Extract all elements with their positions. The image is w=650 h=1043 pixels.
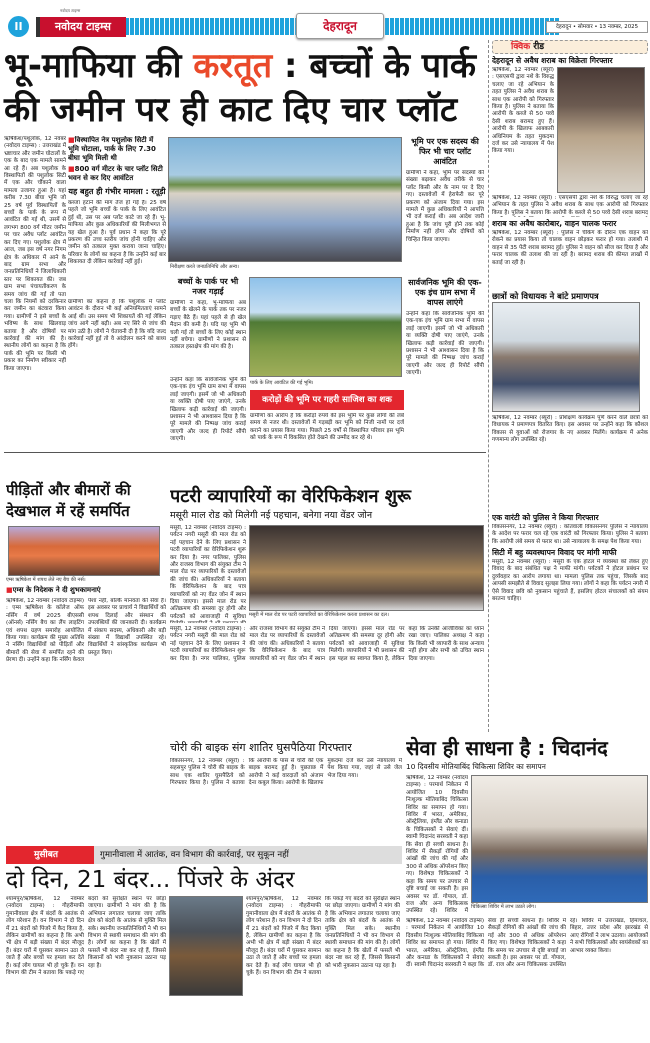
lead-column-b [68,136,166,448]
vendors-subhead: मसूरी माल रोड को मिलेगी नई पहचान, बनेगा नया वेंडर जोन [170,510,373,521]
lead-headline-line2: की जमीन पर ही काट दिए चार प्लॉट [4,90,458,130]
quick-read-rest: रीड [530,42,545,52]
sidebar-headline: छात्रों को विधायक ने बांटे प्रमाणपत्र [492,291,599,301]
sidebar-headline: सिटी में बहु व्यवस्थापन विवाद पर मांगी माफी [492,548,617,557]
sidebar-photo-arrest [557,67,645,193]
lead-subhead-public-land: सार्वजनिक भूमि की एक-एक इंच ग्राम सभा में वापस लाएंगे [408,278,482,307]
date-line: देहरादून • सोमवार • 13 नवम्बर, 2025 [546,21,648,33]
care-photo-caption: एम्स ऋषिकेश में शपथ लेते नए बैच की नर्स। [6,577,86,583]
monkeys-story [6,846,402,1042]
care-pull-quote: ■एम्स के निदेशक ने दी शुभकामनाएं [6,586,101,594]
care-body: ऋषिकेश, 12 नवम्बर (नवोदय टाइम्स) : एम्स ऋषिकेश के कॉलेज ऑफ नर्सिंग में वर्ष 2025 बीएससी (ऑनर्स) नर्सिंग बैच का लैंप लाइटिंग एवं शपथ ग्रहण समारोह आयोजित किया गया। कार्यक्रम की मुख्य अतिथि ने नर्सिंग विद्यार्थियों को पीड़ितों और बीमारों की सेवा में समर्पित रहने की प्रेरणा दी। उन्होंने कहा कि नर्सिंग केवल पेशा नहीं, बल्कि मानवता की सेवा है। इस अवसर पर प्राचार्य ने विद्यार्थियों को शपथ दिलाई और संस्थान की उपलब्धियों की जानकारी दी। कार्यक्रम में संकाय सदस्य, अधिकारी और बड़ी संख्या में विद्यार्थी उपस्थित रहे। विद्यार्थियों ने सांस्कृतिक कार्यक्रम भी प्रस्तुत किए। [6,598,166,664]
sidebar-headline: एक वारंटी को पुलिस ने किया गिरफ्तार [492,513,599,522]
lead-headline-part1: भू-माफिया की [4,46,194,86]
theft-story [170,738,402,842]
lead-body-col2b: ग्रामीणों का कहना है कि पशुलोक में प्लॉट आवंटन के दौरान भी कई अनियमितताएं सामने आई थीं। उस समय भी शिकायतें की गईं लेकिन जांच आगे नहीं बढ़ी। अब नए सिरे से जांच की मांग उठी है। लोगों ने चेतावनी दी है कि यदि जल्द कार्रवाई नहीं हुई तो वे आंदोलन करने को बाध्य होंगे। [68,299,166,350]
seva-photo-camp [471,775,648,903]
lead-photo2-caption: पार्क के लिए आवंटित की गई भूमि। [250,380,314,386]
city-tab: देहरादून [296,13,384,39]
sidebar-body: ऋषिकेश, 12 नवम्बर (ब्यूरो) : पुलिस ने चेकिंग के दौरान एक वाहन को रोकने का प्रयास किया तो चालक वाहन छोड़कर फरार हो गया। तलाशी में वाहन से 35 पेटी शराब बरामद हुई। पुलिस ने वाहन को सीज कर दिया है और फरार चालक की तलाश की जा रही है। बरामद शराब की कीमत लाखों में बताई जा रही है। [492,230,648,266]
lead-body-col1: ऋषिकेश/पशुलोक, 12 नवंबर (नवोदय टाइम्स) : उत्तराखंड में भ्रष्टाचार और जमीन घोटालों के एक के बाद एक मामले सामने आ रहे हैं। अब पशुलोक के विस्थापितों की पशुलोक सिटी में एक और चौंकाने वाला मामला उजागर हुआ है। यहां करीब 7.30 बीघा भूमि जो 25 वर्ष पूर्व विस्थापितों के बच्चों के पार्क के रूप में आवंटित की गई थी, उसमें से लगभग 800 वर्ग मीटर जमीन पर चार अवैध प्लॉट आवंटित कर दिए गए। पशुलोक क्षेत्र में आज, जब इस वर्ष नगर निगम क्षेत्र के अधिकार में आने के बाद ग्राम सभा और जनप्रतिनिधियों ने जिलाधिकारी स्तर पर शिकायत की। जब ग्राम सभा पंचायतीकरण के समय जांच की गई तो पता चला कि नियमों को दरकिनार कर जमीन का बंटवारा किया गया। ग्रामीणों ने इसे बच्चों के भविष्य के साथ खिलवाड़ बताया है और दोषियों पर कार्रवाई की मांग की है। स्थानीय लोगों का कहना है कि पार्क की भूमि पर किसी भी प्रकार का निर्माण स्वीकार नहीं किया जाएगा। [4,136,66,372]
lead-bullet: ■800 वर्ग मीटर के चार प्लॉट सिटी भवन से कर दिए आवंटित [68,165,163,182]
lead-body-col5: उन्होंने कहा कि सार्वजनिक भूमि की एक-एक इंच भूमि ग्राम सभा में वापस लाई जाएगी। इसमें जो भी अधिकारी या व्यक्ति दोषी पाए जाएंगे, उनके खिलाफ कड़ी कार्रवाई की जाएगी। प्रशासन ने भी आश्वासन दिया है कि पूरे मामले की निष्पक्ष जांच कराई जाएगी और जल्द ही रिपोर्ट सौंपी जाएगी। [406,311,484,377]
monkeys-kicker-band [6,846,402,864]
monkeys-kicker: मुसीबत [6,846,94,864]
seva-story [406,734,648,1042]
lead-photo-park-land [249,277,402,377]
monkeys-kicker-line: गुमानीवाला में आतंक, वन विभाग की कार्रवाई, पर सुकून नहीं [100,850,289,860]
sidebar-item-row [492,67,648,193]
seva-headline: सेवा ही साधना है : चिदानंद [406,736,608,760]
care-headline-line1: पीड़ितों और बीमारों की [6,481,131,499]
lead-column-d [406,136,484,448]
sidebar-border [488,40,489,732]
vendors-photo-block [249,525,484,623]
care-headline-line2: देखभाल में रहें समर्पित [6,502,130,520]
vendors-headline: पटरी व्यापारियों का वेरिफिकेशन शुरू [170,486,411,507]
quick-read-sidebar [492,40,648,732]
small-brand: नवोदय टाइम्स [60,8,81,13]
care-photo-nurses [8,526,160,576]
seva-body: ऋषिकेश, 12 नवम्बर (नवोदय टाइम्स) : परमार्थ निकेतन में आयोजित 10 दिवसीय निःशुल्क मोतियाबिंद चिकित्सा शिविर का समापन हो गया। शिविर में भारत, अमेरिका, ऑस्ट्रेलिया, इंग्लैंड और कनाडा के चिकित्सकों ने सेवाएं दीं। स्वामी चिदानंद सरस्वती ने कहा कि सेवा ही सच्ची साधना है। शिविर में सैकड़ों रोगियों की आंखों की जांच की गई और 300 से अधिक ऑपरेशन किए गए। विशेषज्ञ चिकित्सकों ने कहा कि समय पर उपचार से दृष्टि बचाई जा सकती है। इस अवसर पर डॉ. गोपाल, डॉ. राज और अन्य चिकित्सक उपस्थित रहे। शिविर में उत्तराखंड, हिमाचल, बिहार, उत्तर प्रदेश और झारखंड से आए रोगियों ने लाभ उठाया। आयोजकों ने सभी चिकित्सकों और स्वयंसेवकों का आभार व्यक्त किया। [406,918,648,969]
lead-bullet: ■विस्थापित नेत्र पशुलोक सिटी में भूमि घोटाला, पार्क के लिए 7.30 बीघा भूमि मिली थी [68,136,156,162]
logo: नवोदय टाइम्स [36,17,126,37]
red-box-body: ग्रामीणों का आरोप है कि करोड़ों रुपये की इस भूमि पर कुछ लोगों की लंबे समय से नजर थी। दस्तावेजों में गड़बड़ी कर भूमि को निजी नामों पर दर्ज कराने का प्रयास किया गया। पिछले 25 वर्षों से विस्थापित परिवार इस भूमि को पार्क के रूप में विकसित होते देखने की उम्मीद कर रहे थे। [250,413,404,442]
lead-body-col2: कब्जा हटाने की मांग तेज हो गई है। 25 वर्ष पहले जो भूमि बच्चों के पार्क के लिए आवंटित हुई थी, उस पर अब प्लॉट काटे जा रहे हैं। भू-माफिया और कुछ अधिकारियों की मिलीभगत से यह खेल हुआ है। पूर्व प्रधान ने कहा कि पूरे प्रकरण की उच्च स्तरीय जांच होनी चाहिए और जमीन को तत्काल मुक्त कराया जाना चाहिए। परिवार के लोगों का कहना है कि उन्होंने कई बार शिकायत दी लेकिन कार्रवाई नहीं हुई। [68,200,166,266]
seva-media-row [406,775,648,915]
monkeys-row [6,896,402,1042]
sidebar-body: मसूरी, 12 नवम्बर (ब्यूरो) : मसूरी के एक होटल में व्यवस्था को लेकर हुए विवाद के बाद संबंधित पक्ष ने माफी मांगी। पर्यटकों ने होटल प्रबंधन पर दुर्व्यवहार का आरोप लगाया था। मामला पुलिस तक पहुंचा, जिसके बाद आपसी समझौते से विवाद सुलझा लिया गया। लोगों ने कहा कि पर्यटन नगरी में ऐसे विवाद छवि को नुकसान पहुंचाते हैं, इसलिए होटल संचालकों को संयम बरतना चाहिए। [492,559,648,603]
seva-body-col1: ऋषिकेश, 12 नवम्बर (नवोदय टाइम्स) : परमार्थ निकेतन में आयोजित 10 दिवसीय निःशुल्क मोतियाबिंद चिकित्सा शिविर का समापन हो गया। शिविर में भारत, अमेरिका, ऑस्ट्रेलिया, इंग्लैंड और कनाडा के चिकित्सकों ने सेवाएं दीं। स्वामी चिदानंद सरस्वती ने कहा कि सेवा ही सच्ची साधना है। शिविर में सैकड़ों रोगियों की आंखों की जांच की गई और 300 से अधिक ऑपरेशन किए गए। विशेषज्ञ चिकित्सकों ने कहा कि समय पर उपचार से दृष्टि बचाई जा सकती है। इस अवसर पर डॉ. गोपाल, डॉ. राज और अन्य चिकित्सक उपस्थित रहे। शिविर में [406,775,468,915]
sidebar-body: ऋषिकेश, 12 नवम्बर (ब्यूरो) : प्रशिक्षण कार्यक्रम पूर्ण करने वाले छात्रों को विधायक ने प्रमाणपत्र वितरित किए। इस अवसर पर उन्होंने कहा कि कौशल विकास से युवाओं को रोजगार के नए अवसर मिलेंगे। कार्यक्रम में अनेक गणमान्य लोग उपस्थित रहे। [492,415,648,444]
lead-headline-highlight: करतूत [193,46,273,86]
lead-body-col3b: उन्होंने कहा कि सार्वजनिक भूमि की एक-एक इंच भूमि ग्राम सभा में वापस लाई जाएगी। इसमें जो भी अधिकारी या व्यक्ति दोषी पाए जाएंगे, उनके खिलाफ कड़ी कार्रवाई की जाएगी। प्रशासन ने भी आश्वासन दिया है कि पूरे मामले की निष्पक्ष जांच कराई जाएगी और जल्द ही रिपोर्ट सौंपी जाएगी। [170,377,246,443]
sidebar-body-cont: ऋषिकेश, 12 नवम्बर (ब्यूरो) : एसएसपी द्वारा नशे के विरुद्ध चलाए जा रहे अभियान के तहत पुलिस ने अवैध शराब के साथ एक आरोपी को गिरफ्तार किया है। पुलिस ने बताया कि आरोपी के कब्जे से 50 पव्वे देसी शराब बरामद [492,195,648,216]
vendors-body: मसूरी, 12 नवम्बर (नवोदय टाइम्स) : पर्यटन नगरी मसूरी की माल रोड को नई पहचान देने के लिए प्रशासन ने पटरी व्यापारियों का वेरिफिकेशन शुरू कर दिया है। नगर पालिका, पुलिस और राजस्व विभाग की संयुक्त टीम ने माल रोड पर व्यापारियों के दस्तावेजों की जांच की। अधिकारियों ने बताया कि वेरिफिकेशन के बाद पात्र व्यापारियों को नए वेंडर जोन में स्थान दिया जाएगा। इससे माल रोड पर अतिक्रमण की समस्या दूर होगी और पर्यटकों को आवाजाही में सुविधा मिलेगी। व्यापारियों ने भी प्रशासन की इस पहल का स्वागत किया है, लेकिन कहा कि उनकी आजीविका का ध्यान रखा जाए। पालिका अध्यक्ष ने कहा कि किसी भी व्यापारी के साथ अन्याय नहीं होगा और सभी को उचित स्थान दिया जाएगा। [170,626,484,662]
vendors-photo-caption: मसूरी में माल रोड पर पटरी व्यापारियों का वेरिफिकेशन करता प्रशासन का दल। [249,612,389,618]
lead-headline [4,44,486,88]
theft-body: विकासनगर, 12 नवम्बर (ब्यूरो) : सहसपुर पुलिस ने चोरी की बाइक के साथ एक शातिर घुसपैठिये को गिरफ्तार किया है। पुलिस ने बताया कि आरोपी के पास से चोरी की एक बाइक बरामद हुई है। पूछताछ में आरोपी ने कई वारदातों को अंजाम देना कबूल किया। आरोपी के खिलाफ मुकदमा दर्ज कर उसे न्यायालय में पेश किया गया, जहां से उसे जेल भेज दिया गया। [170,758,402,787]
lead-subhead-park: बच्चों के पार्क पर भी नजर गड़ाई [177,277,239,296]
theft-headline: चोरी की बाइक संग शातिर घुसपैठिया गिरफ्तार [170,741,352,754]
lead-subhead-plots: भूमि पर एक सदस्य की फिर भी चार प्लॉट आवंटित [411,137,479,166]
monkeys-headline: दो दिन, 21 बंदर... पिंजरे के अंदर [6,867,295,893]
lead-body-col3: ग्रामीणों ने कहा, भू-माफिया अब बच्चों के खेलने के पार्क तक पर नजर गड़ाए बैठे हैं। यहां पहले से ही खेल मैदान की कमी है। यदि यह भूमि भी चली गई तो बच्चों के लिए कोई स्थान नहीं बचेगा। ग्रामीणों ने प्रशासन से तत्काल हस्तक्षेप की मांग की है। [170,300,246,351]
lead-headline-part2: : बच्चों के पार्क [272,46,476,86]
lead-subhead-ratudi: यह बहुत ही गंभीर मामला : रतूड़ी [68,187,166,196]
vendors-body-col1: मसूरी, 12 नवम्बर (नवोदय टाइम्स) : पर्यटन नगरी मसूरी की माल रोड को नई पहचान देने के लिए प्रशासन ने पटरी व्यापारियों का वेरिफिकेशन शुरू कर दिया है। नगर पालिका, पुलिस और राजस्व विभाग की संयुक्त टीम ने माल रोड पर व्यापारियों के दस्तावेजों की जांच की। अधिकारियों ने बताया कि वेरिफिकेशन के बाद पात्र व्यापारियों को नए वेंडर जोन में स्थान दिया जाएगा। इससे माल रोड पर अतिक्रमण की समस्या दूर होगी और पर्यटकों को आवाजाही में सुविधा [170,525,246,620]
quick-read-header [492,40,648,54]
vendors-media-row [170,525,484,623]
monkeys-body-left: श्यामपुर/ऋषिकेश, 12 नवम्बर (नवोदय टाइम्स) : गौहरीमाफी गुमानीवाला क्षेत्र में बंदरों के आतंक से लोग परेशान हैं। वन विभाग ने दो दिन में 21 बंदरों को पिंजरे में कैद किया है, लेकिन ग्रामीणों का कहना है कि अभी भी क्षेत्र में बड़ी संख्या में बंदर मौजूद हैं। बंदर घरों में घुसकर सामान उठा ले जाते हैं और बच्चों पर हमला कर देते हैं। कई लोग घायल भी हो चुके हैं। वन विभाग की टीम ने बताया कि पकड़े गए बंदरों को सुरक्षित स्थान पर छोड़ा जाएगा। ग्रामीणों ने मांग की है कि अभियान लगातार चलाया जाए ताकि क्षेत्र को बंदरों के आतंक से मुक्ति मिल सके। स्थानीय जनप्रतिनिधियों ने भी वन विभाग से स्थायी समाधान की मांग की है। लोगों का कहना है कि खेतों में फसलें भी बंदर नष्ट कर रहे हैं, जिससे किसानों को भारी नुकसान उठाना पड़ रहा है। [6,896,166,977]
sidebar-photo-certificates [492,302,640,412]
sidebar-body: ऋषिकेश, 12 नवम्बर (ब्यूरो) : एसएसपी द्वारा नशे के विरुद्ध चलाए जा रहे अभियान के तहत पुलिस ने अवैध शराब के साथ एक आरोपी को गिरफ्तार किया है। पुलिस ने बताया कि आरोपी के कब्जे से 50 पव्वे देसी शराब बरामद हुए हैं। आरोपी के खिलाफ आबकारी अधिनियम के तहत मुकदमा दर्ज कर उसे न्यायालय में पेश किया गया। [492,67,554,155]
vendors-story [170,484,484,734]
vendors-photo [249,525,484,611]
divider [4,452,486,453]
lead-photo-caption: निरीक्षण करते जनप्रतिनिधि और अन्य। [170,264,239,270]
sidebar-headline: देहरादून से अवैध शराब का विक्रेता गिरफ्तार [492,56,613,65]
lead-column-c [170,276,246,448]
monkeys-photo-cage [169,896,243,996]
sidebar-body: विकासनगर, 12 नवम्बर (ब्यूरो) : कोतवाली विकासनगर पुलिस ने न्यायालय के आदेश पर फरार चल रहे एक वारंटी को गिरफ्तार किया। पुलिस ने बताया कि आरोपी लंबे समय से फरार था। उसे न्यायालय के समक्ष पेश किया गया। [492,524,648,545]
care-story [6,460,166,842]
sidebar-headline: शराब का अवैध कारोबार, वाहन चालक फरार [492,219,617,228]
quick-read-highlight: क्विक [511,42,531,52]
seva-photo-caption: चिकित्सा शिविर में लाभ उठाते लोग। [471,904,536,910]
lead-bullets [68,136,166,183]
red-box-headline: करोड़ों की भूमि पर गहरी साजिश का शक [250,390,404,410]
page-number-badge: II [8,16,29,37]
lead-body-col4: ग्रामीणों ने कहा, भूमि पर सदस्यों की संख्या बढ़ाकर अवैध तरीके से चार प्लॉट किसी और के नाम पर दे दिए गए। दस्तावेजों में हेराफेरी कर पूरे प्रकरण को अंजाम दिया गया। इस मामले में कुछ अधिकारियों ने आपत्ति भी दर्ज कराई थी। अब आदेश जारी हुआ है कि जांच पूरी होने तक कोई निर्माण नहीं होगा और दोषियों को चिन्हित किया जाएगा। [406,170,484,243]
lead-photo-inspection [168,137,402,262]
seva-subhead: 10 दिवसीय मोतियाबिंद चिकित्सा शिविर का समापन [406,762,546,771]
seva-photo-block [471,775,648,915]
monkeys-body-right: श्यामपुर/ऋषिकेश, 12 नवम्बर (नवोदय टाइम्स) : गौहरीमाफी गुमानीवाला क्षेत्र में बंदरों के आतंक से लोग परेशान हैं। वन विभाग ने दो दिन में 21 बंदरों को पिंजरे में कैद किया है, लेकिन ग्रामीणों का कहना है कि अभी भी क्षेत्र में बड़ी संख्या में बंदर मौजूद हैं। बंदर घरों में घुसकर सामान उठा ले जाते हैं और बच्चों पर हमला कर देते हैं। कई लोग घायल भी हो चुके हैं। वन विभाग की टीम ने बताया कि पकड़े गए बंदरों को सुरक्षित स्थान पर छोड़ा जाएगा। ग्रामीणों ने मांग की है कि अभियान लगातार चलाया जाए ताकि क्षेत्र को बंदरों के आतंक से मुक्ति मिल सके। स्थानीय जनप्रतिनिधियों ने भी वन विभाग से स्थायी समाधान की मांग की है। लोगों का कहना है कि खेतों में फसलें भी बंदर नष्ट कर रहे हैं, जिससे किसानों को भारी नुकसान उठाना पड़ रहा है। [246,896,400,977]
